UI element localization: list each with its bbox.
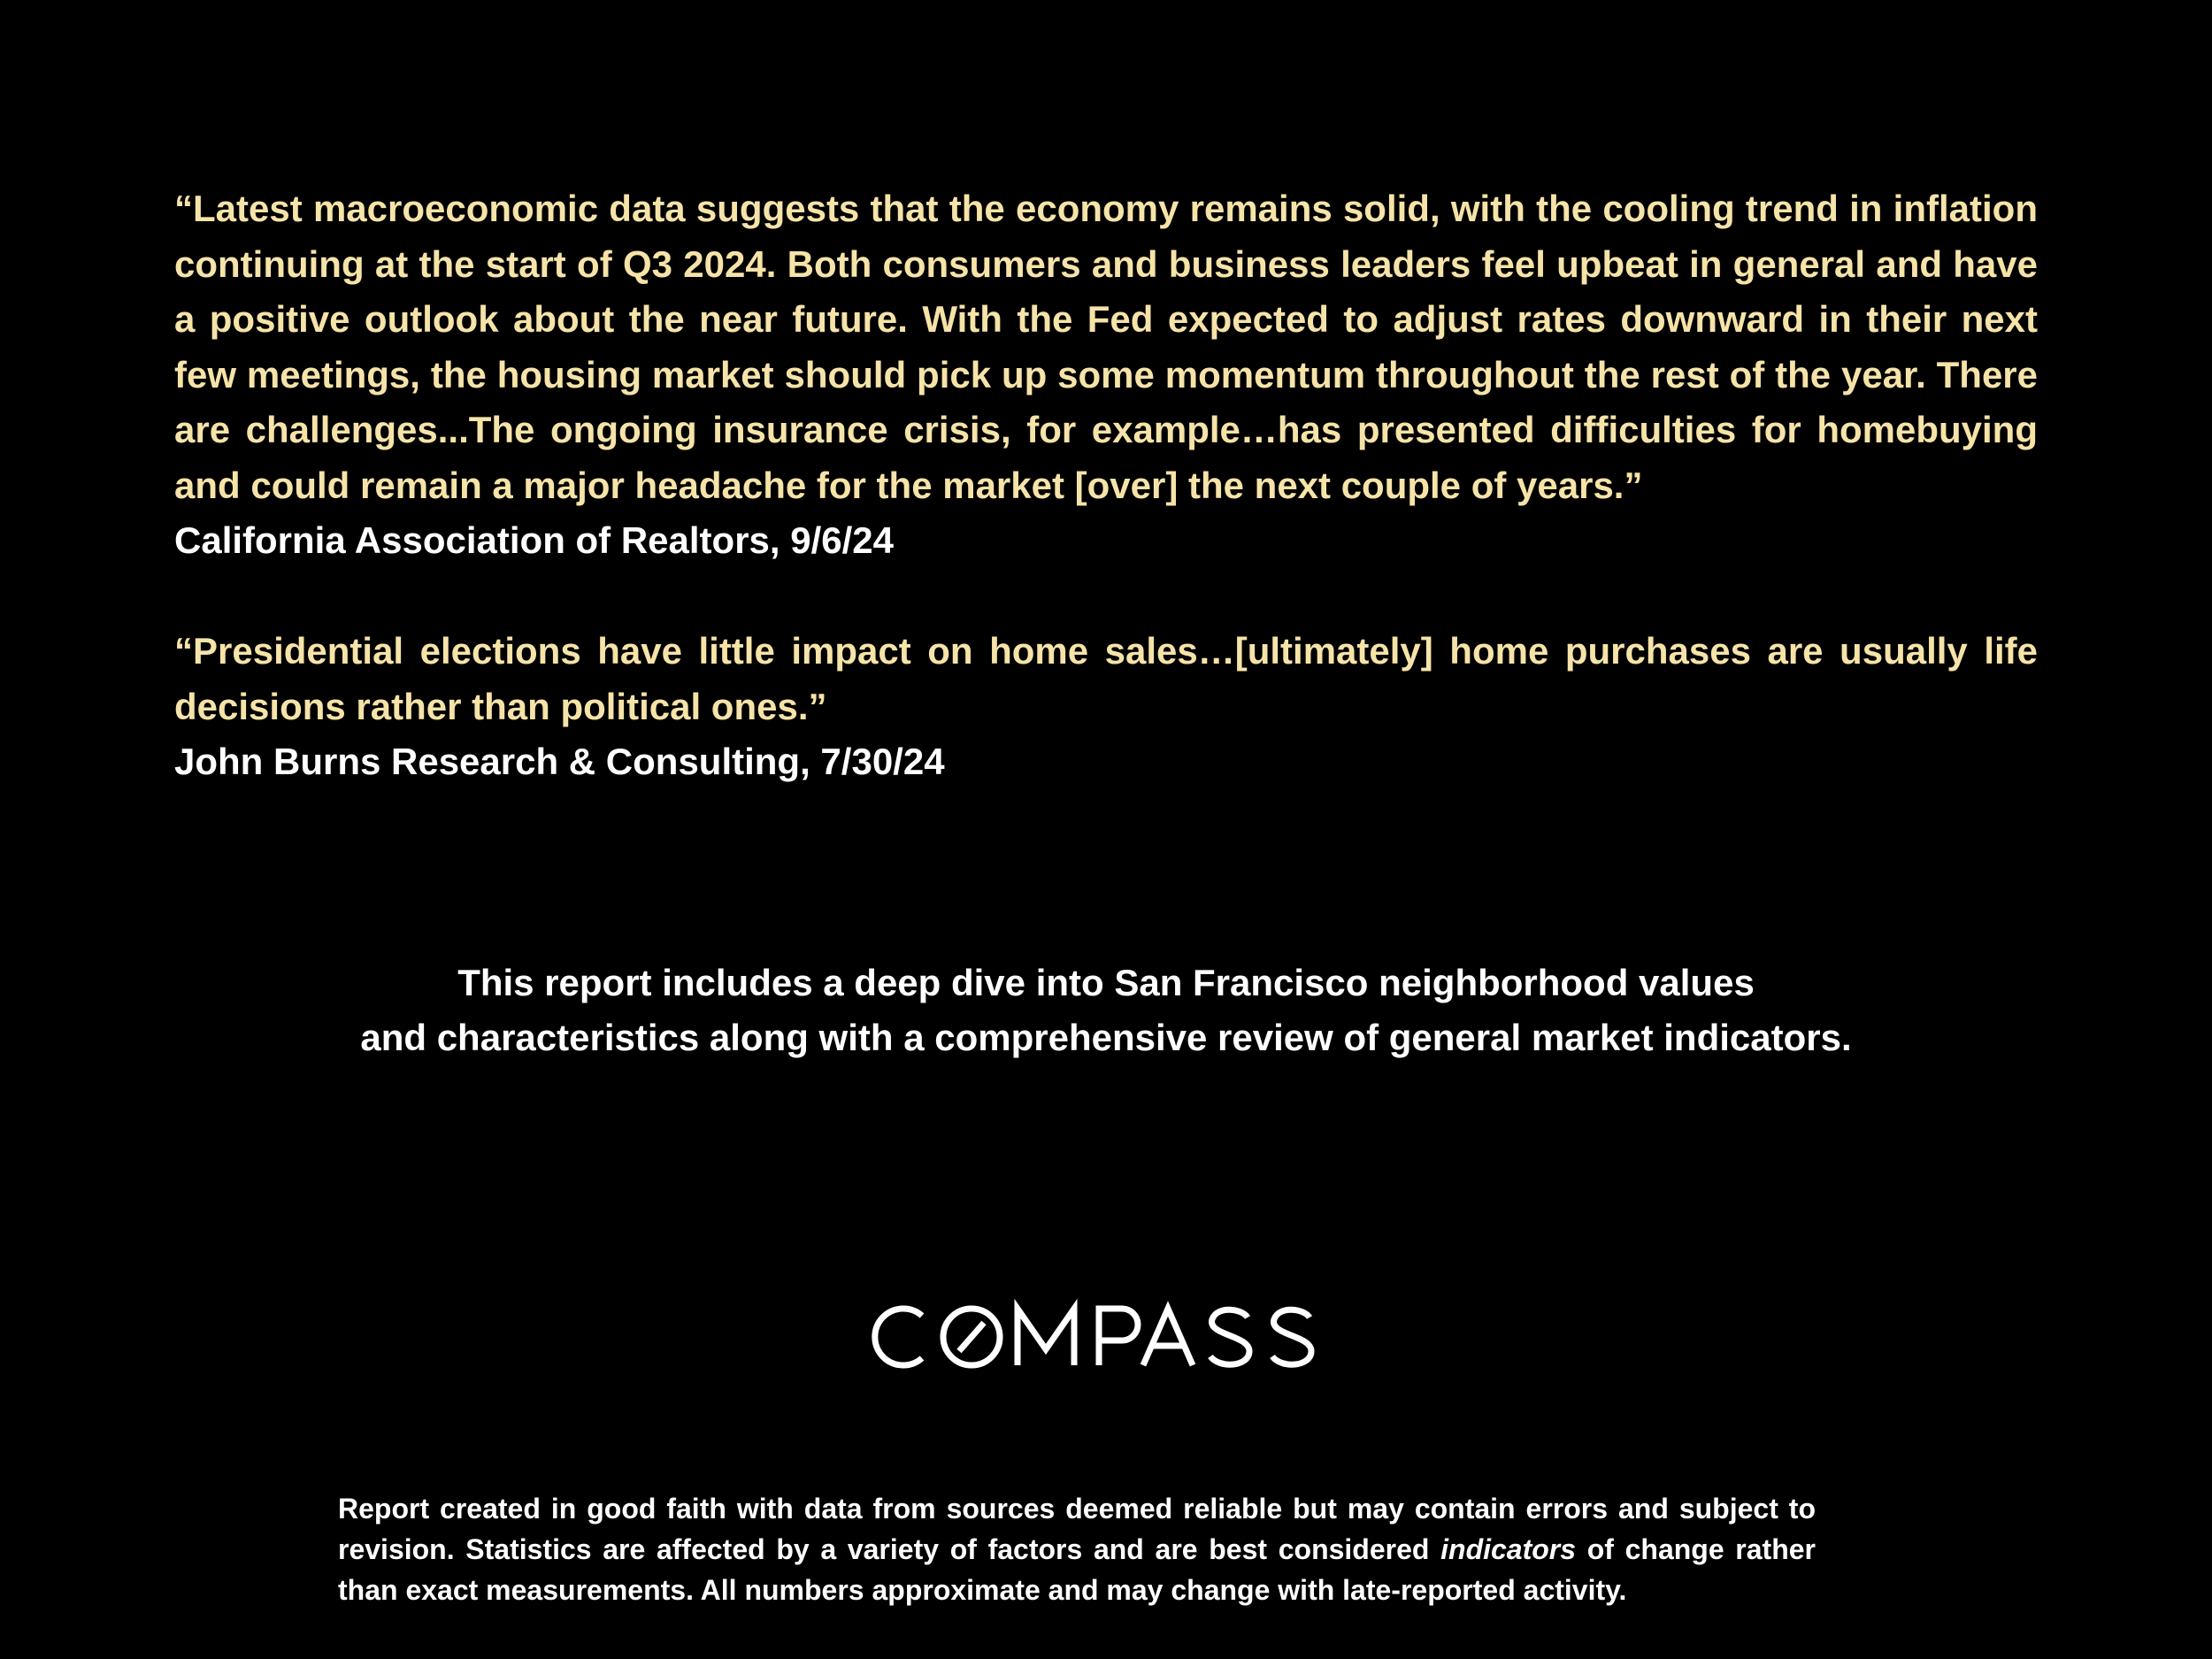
compass-logo-mark [867, 1296, 1345, 1378]
disclaimer-text [338, 1488, 1816, 1610]
compass-logo [0, 1296, 2212, 1378]
quote-2-attribution: John Burns Research & Consulting, 7/30/24 [174, 741, 945, 782]
quote-2-text: “Presidential elections have little impact on home sales…[ultimately] home purchases are usually life decisions rather than political ones.” [174, 630, 2038, 727]
disclaimer-part-2: of change rather than exact measurements. All numbers approximate and may change with late-reported activity. [338, 1533, 1816, 1606]
quote-1-text: “Latest macroeconomic data suggests that the economy remains solid, with the cooling trend in inflation continuing at the start of Q3 2024. Both consumers and business leaders feel upbeat in general and have a positive outlook about the near future. With the Fed expected to adjust rates downward in their next few meetings, the housing market should pick up some momentum throughout the rest of the year. There are challenges...The ongoing insurance crisis, for example…has presented difficulties for homebuying and could remain a major headache for the market [over] the next couple of years.” [174, 188, 2038, 506]
disclaimer-emphasis: indicators [1440, 1533, 1577, 1565]
quotes-section [174, 181, 2038, 790]
report-description-line-1: This report includes a deep dive into San Francisco neighborhood values [457, 962, 1755, 1003]
spacer [174, 569, 2038, 625]
disclaimer-part-1: Report created in good faith with data from sources deemed reliable but may contain errors and subject to revision. Statistics are affected by a variety of factors and are best considered [338, 1493, 1816, 1565]
report-description [0, 956, 2212, 1065]
quote-1-attribution: California Association of Realtors, 9/6/24 [174, 519, 895, 561]
report-description-line-2: and characteristics along with a comprehensive review of general market indicators. [360, 1017, 1852, 1058]
